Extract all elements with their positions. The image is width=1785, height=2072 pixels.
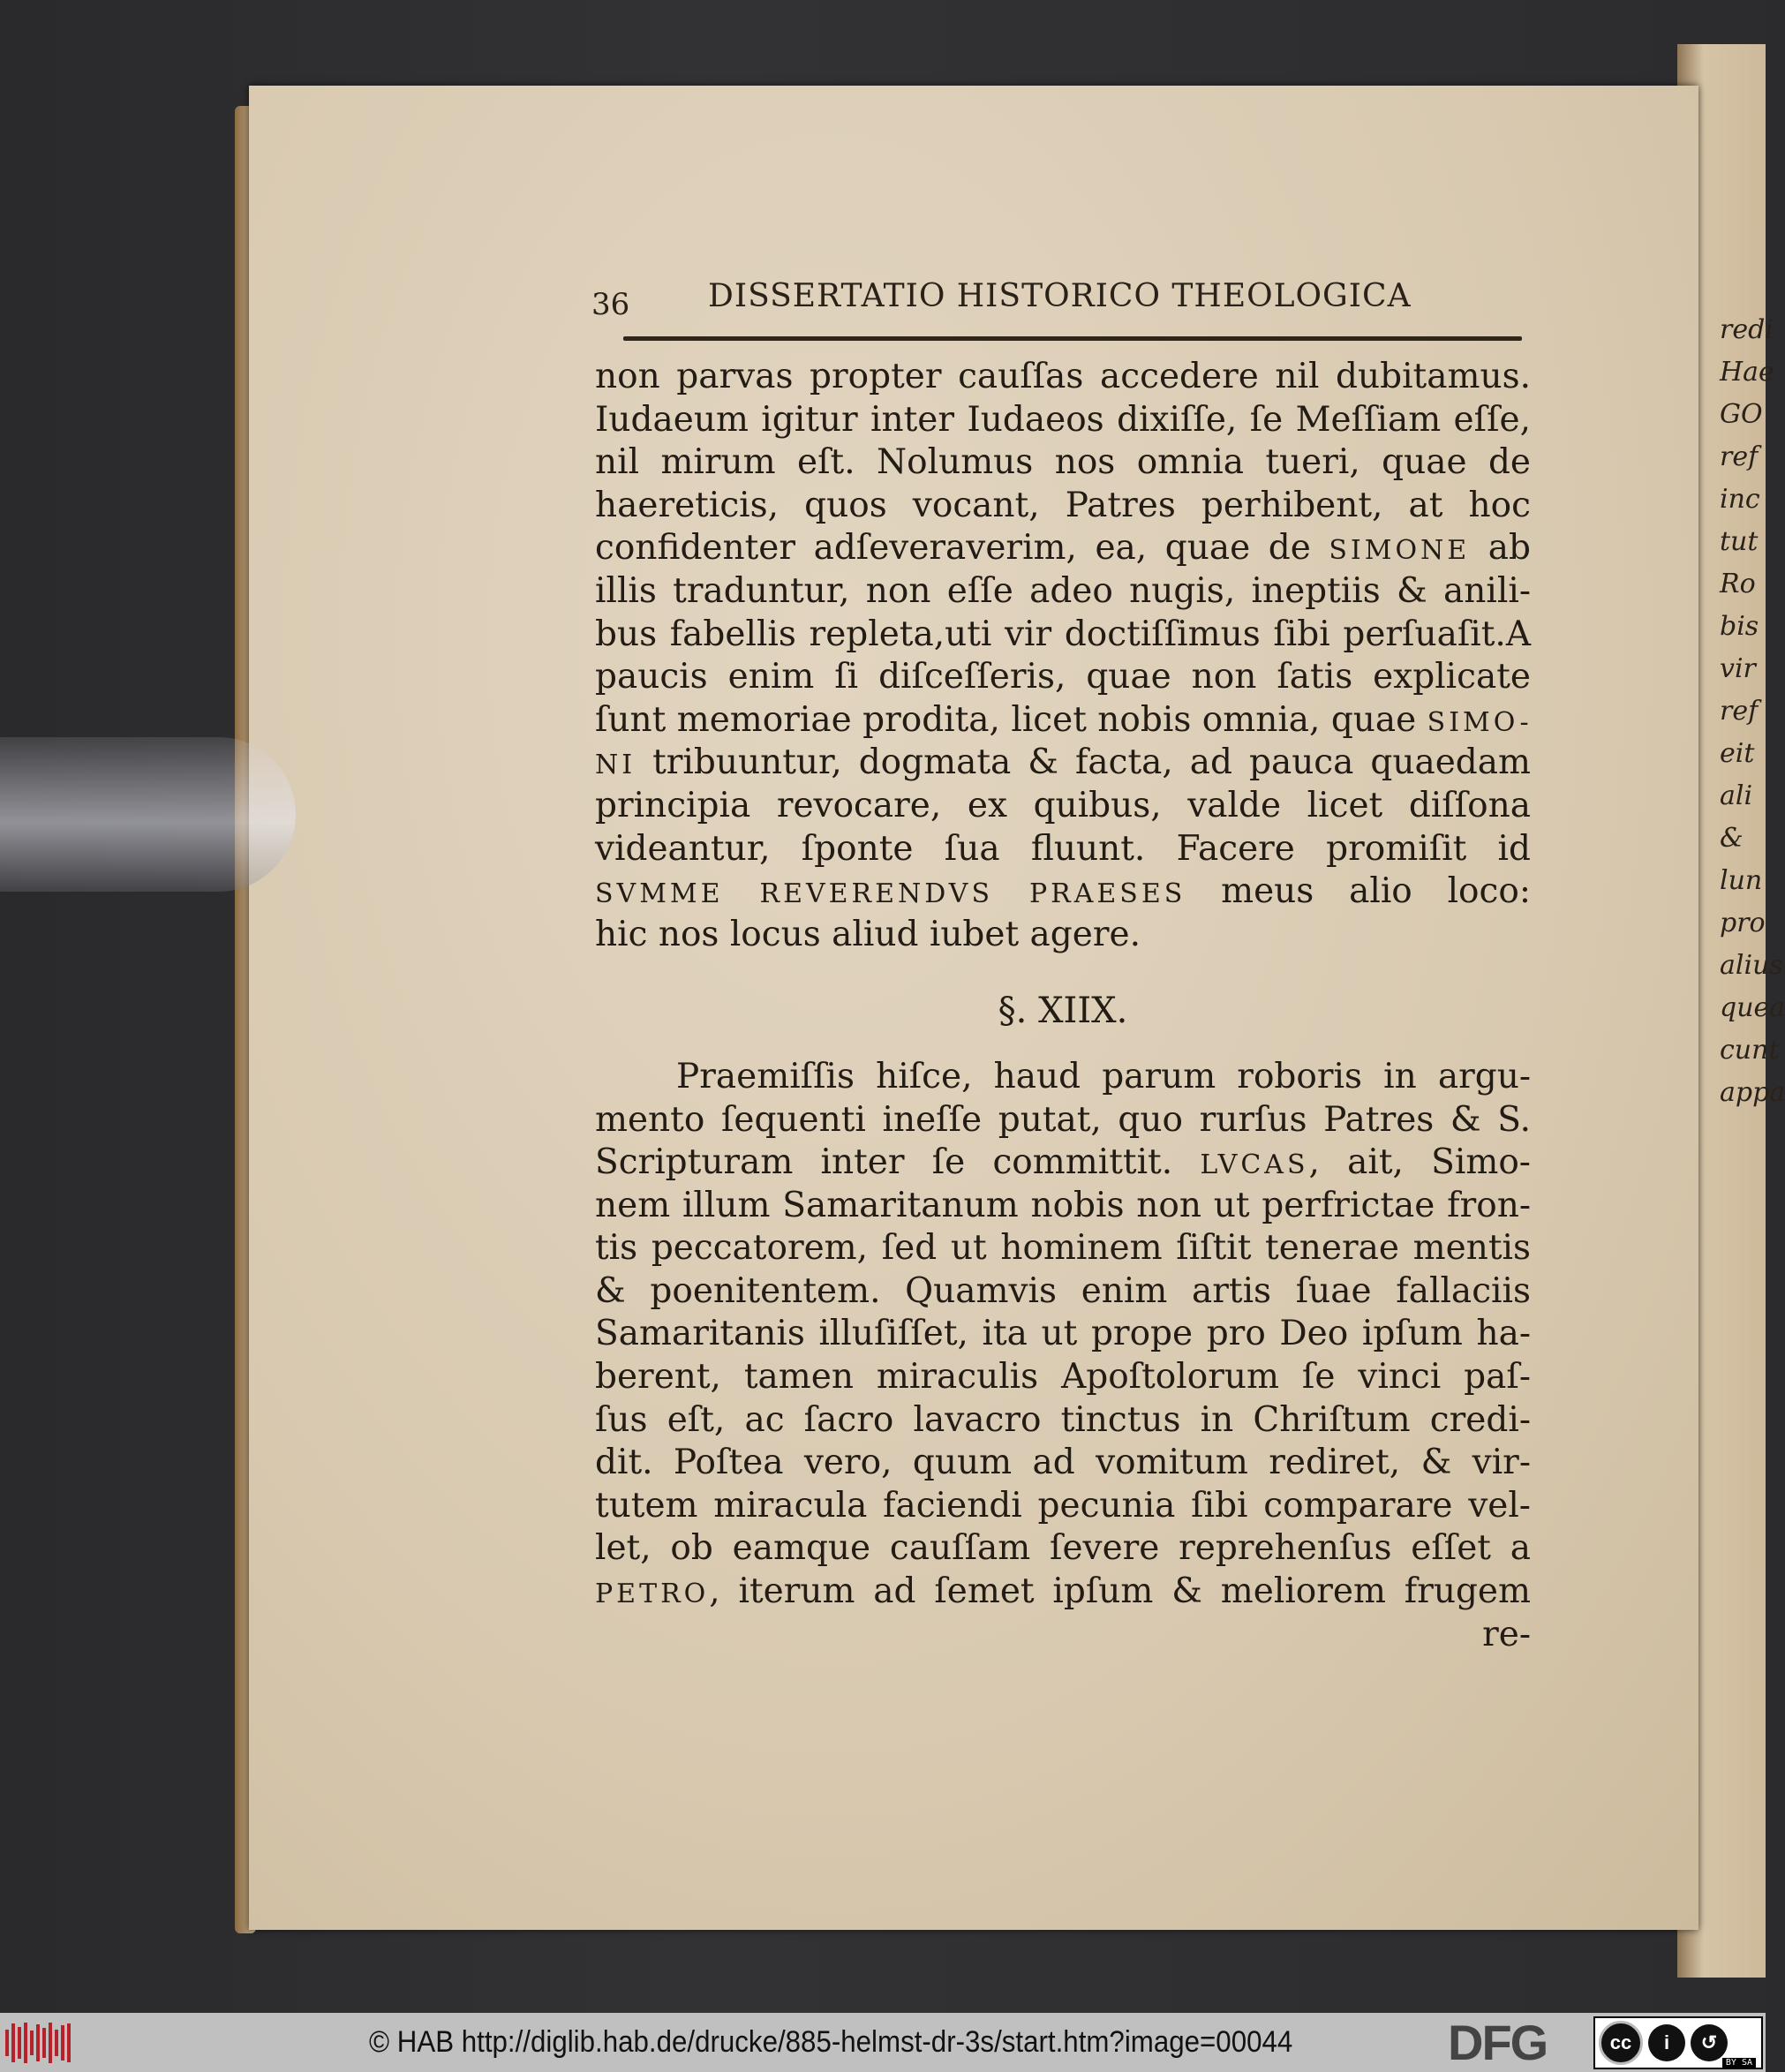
facing-page-fragment: Hae bbox=[1720, 357, 1774, 388]
text-segment: paucis enim ſi diſceſſeris, quae non ſatis explicate bbox=[595, 657, 1531, 697]
text-line bbox=[595, 1399, 1531, 1443]
facing-page-fragment: lun bbox=[1720, 865, 1763, 896]
hab-logo bbox=[5, 2022, 74, 2064]
cc-icon: cc bbox=[1599, 2021, 1643, 2065]
facing-page-fragment: ali bbox=[1720, 780, 1753, 811]
text-line bbox=[595, 356, 1531, 399]
facing-page-fragments bbox=[1720, 309, 1785, 1114]
text-segment: nem illum Samaritanum nobis non ut perfrictae fron- bbox=[595, 1185, 1531, 1225]
text-line bbox=[595, 656, 1531, 699]
text-line bbox=[595, 485, 1531, 528]
text-line bbox=[595, 742, 1531, 785]
section-heading: §. XIIX. bbox=[998, 991, 1128, 1032]
text-line bbox=[595, 527, 1531, 570]
small-caps-name: SIMONE bbox=[1329, 535, 1471, 567]
text-segment: ab bbox=[1470, 528, 1531, 569]
header-rule bbox=[623, 336, 1522, 341]
text-line bbox=[595, 870, 1531, 914]
text-line bbox=[595, 441, 1531, 485]
facing-page-fragment: vir bbox=[1720, 653, 1756, 684]
text-line bbox=[595, 1056, 1531, 1099]
text-segment: ſunt memoriae prodita, licet nobis omnia, quae bbox=[595, 699, 1427, 740]
text-segment: nil mirum eſt. Nolumus nos omnia tueri, quae de bbox=[595, 442, 1531, 483]
body-text bbox=[595, 356, 1531, 1656]
text-segment: bus fabellis repleta,uti vir doctiſſimus ſibi perſuaſit.A bbox=[595, 614, 1531, 654]
text-segment: meus alio loco: bbox=[1186, 871, 1531, 912]
dfg-logo: DFG bbox=[1448, 2015, 1548, 2070]
paragraph-1 bbox=[595, 356, 1531, 956]
text-segment: illis traduntur, non eſſe adeo nugis, ineptiis & anili- bbox=[595, 570, 1531, 611]
text-segment: ſus eſt, ac ſacro lavacro tinctus in Chriſtum credi- bbox=[595, 1399, 1531, 1440]
facing-page-fragment: inc bbox=[1720, 484, 1760, 515]
text-segment: Praemiſſis hiſce, haud parum roboris in argu- bbox=[676, 1056, 1531, 1096]
source-url[interactable]: © HAB http://diglib.hab.de/drucke/885-helmst-dr-3s/start.htm?image=00044 bbox=[369, 2025, 1293, 2059]
text-line bbox=[595, 1614, 1531, 1657]
text-line bbox=[595, 1185, 1531, 1228]
text-line bbox=[595, 1485, 1531, 1528]
text-line bbox=[595, 614, 1531, 657]
cc-license-badge[interactable] bbox=[1593, 2016, 1763, 2069]
facing-page-fragment: alius bbox=[1720, 950, 1783, 981]
facing-page-fragment: Ro bbox=[1720, 569, 1756, 599]
by-attribution-icon: i bbox=[1648, 2024, 1685, 2061]
text-line bbox=[595, 785, 1531, 828]
text-segment: berent, tamen miraculis Apoſtolorum ſe vinci paſ- bbox=[595, 1357, 1531, 1398]
text-line bbox=[595, 1356, 1531, 1399]
page-holder-clip bbox=[0, 737, 296, 892]
facing-page-fragment: ref bbox=[1720, 696, 1759, 727]
facing-page-fragment: redi bbox=[1720, 314, 1774, 345]
text-segment: & poenitentem. Quamvis enim artis ſuae fallaciis bbox=[595, 1270, 1531, 1311]
text-line bbox=[595, 1571, 1531, 1614]
small-caps-name: LVCAS bbox=[1200, 1149, 1309, 1181]
small-caps-name: SVMME REVERENDVS PRAESES bbox=[595, 878, 1186, 910]
facing-page-fragment: ref bbox=[1720, 441, 1759, 472]
text-segment: let, ob eamque cauſſam ſevere reprehenſus eſſet a bbox=[595, 1528, 1531, 1569]
small-caps-name: NI bbox=[595, 750, 636, 781]
text-line bbox=[595, 1141, 1531, 1185]
facing-page-fragment: GO bbox=[1720, 399, 1763, 430]
paragraph-2 bbox=[595, 1056, 1531, 1656]
by-label: BY bbox=[1725, 2058, 1736, 2068]
text-segment: tis peccatorem, ſed ut hominem ſiſtit tenerae mentis bbox=[595, 1228, 1531, 1269]
facing-page-fragment: eit bbox=[1720, 738, 1755, 769]
share-alike-icon: ↺ bbox=[1691, 2024, 1728, 2061]
text-line bbox=[595, 570, 1531, 614]
text-segment: tutem miracula faciendi pecunia ſibi comparare vel- bbox=[595, 1485, 1531, 1526]
text-line bbox=[595, 1270, 1531, 1314]
facing-page-fragment: appa bbox=[1720, 1077, 1785, 1108]
text-segment: haereticis, quos vocant, Patres perhibent, at hoc bbox=[595, 485, 1531, 525]
text-line bbox=[595, 828, 1531, 871]
text-segment: tribuuntur, dogmata & facta, ad pauca quaedam bbox=[636, 742, 1531, 783]
text-segment: confidenter adſeveraverim, ea, quae de bbox=[595, 528, 1329, 569]
page-number: 36 bbox=[591, 287, 630, 322]
text-line bbox=[595, 1527, 1531, 1571]
text-segment: hic nos locus aliud iubet agere. bbox=[595, 914, 1141, 954]
sa-label: SA bbox=[1741, 2058, 1752, 2068]
text-segment: dit. Poſtea vero, quum ad vomitum rediret, & vir- bbox=[595, 1443, 1531, 1483]
facing-page-fragment: quea bbox=[1720, 992, 1785, 1023]
facing-page-fragment: cunt bbox=[1720, 1035, 1780, 1066]
text-line bbox=[595, 914, 1531, 957]
running-head: DISSERTATIO HISTORICO THEOLOGICA bbox=[708, 278, 1412, 314]
facing-page-fragment: & bbox=[1720, 823, 1744, 854]
small-caps-name: SIMO- bbox=[1427, 706, 1533, 738]
text-segment: videantur, ſponte ſua fluunt. Facere promiſit id bbox=[595, 828, 1531, 869]
text-segment: , ait, Simo- bbox=[1308, 1142, 1531, 1183]
text-line bbox=[595, 1442, 1531, 1485]
page-header bbox=[591, 278, 1529, 331]
text-line bbox=[595, 699, 1531, 742]
text-segment: re- bbox=[1482, 1614, 1531, 1654]
text-line bbox=[595, 1227, 1531, 1270]
text-segment: non parvas propter cauſſas accedere nil dubitamus. bbox=[595, 357, 1531, 396]
facing-page-fragment: bis bbox=[1720, 611, 1759, 642]
text-segment: Iudaeum igitur inter Iudaeos dixiſſe, ſe Meſſiam eſſe, bbox=[595, 399, 1531, 440]
text-segment: , iterum ad ſemet ipſum & meliorem frugem bbox=[709, 1571, 1531, 1612]
text-line bbox=[595, 1099, 1531, 1142]
facing-page-fragment: tut bbox=[1720, 526, 1759, 557]
text-segment: Scripturam inter ſe committit. bbox=[595, 1142, 1201, 1183]
facing-page-fragment: pro bbox=[1720, 908, 1766, 938]
text-line bbox=[595, 399, 1531, 442]
text-line bbox=[595, 1313, 1531, 1356]
text-segment: mento ſequenti ineſſe putat, quo rurſus Patres & S. bbox=[595, 1099, 1531, 1140]
text-segment: principia revocare, ex quibus, valde licet diſſona bbox=[595, 785, 1531, 825]
small-caps-name: PETRO bbox=[595, 1578, 710, 1610]
footer-bar bbox=[0, 2013, 1766, 2072]
text-segment: Samaritanis illuſiſſet, ita ut prope pro Deo ipſum ha- bbox=[595, 1314, 1531, 1354]
